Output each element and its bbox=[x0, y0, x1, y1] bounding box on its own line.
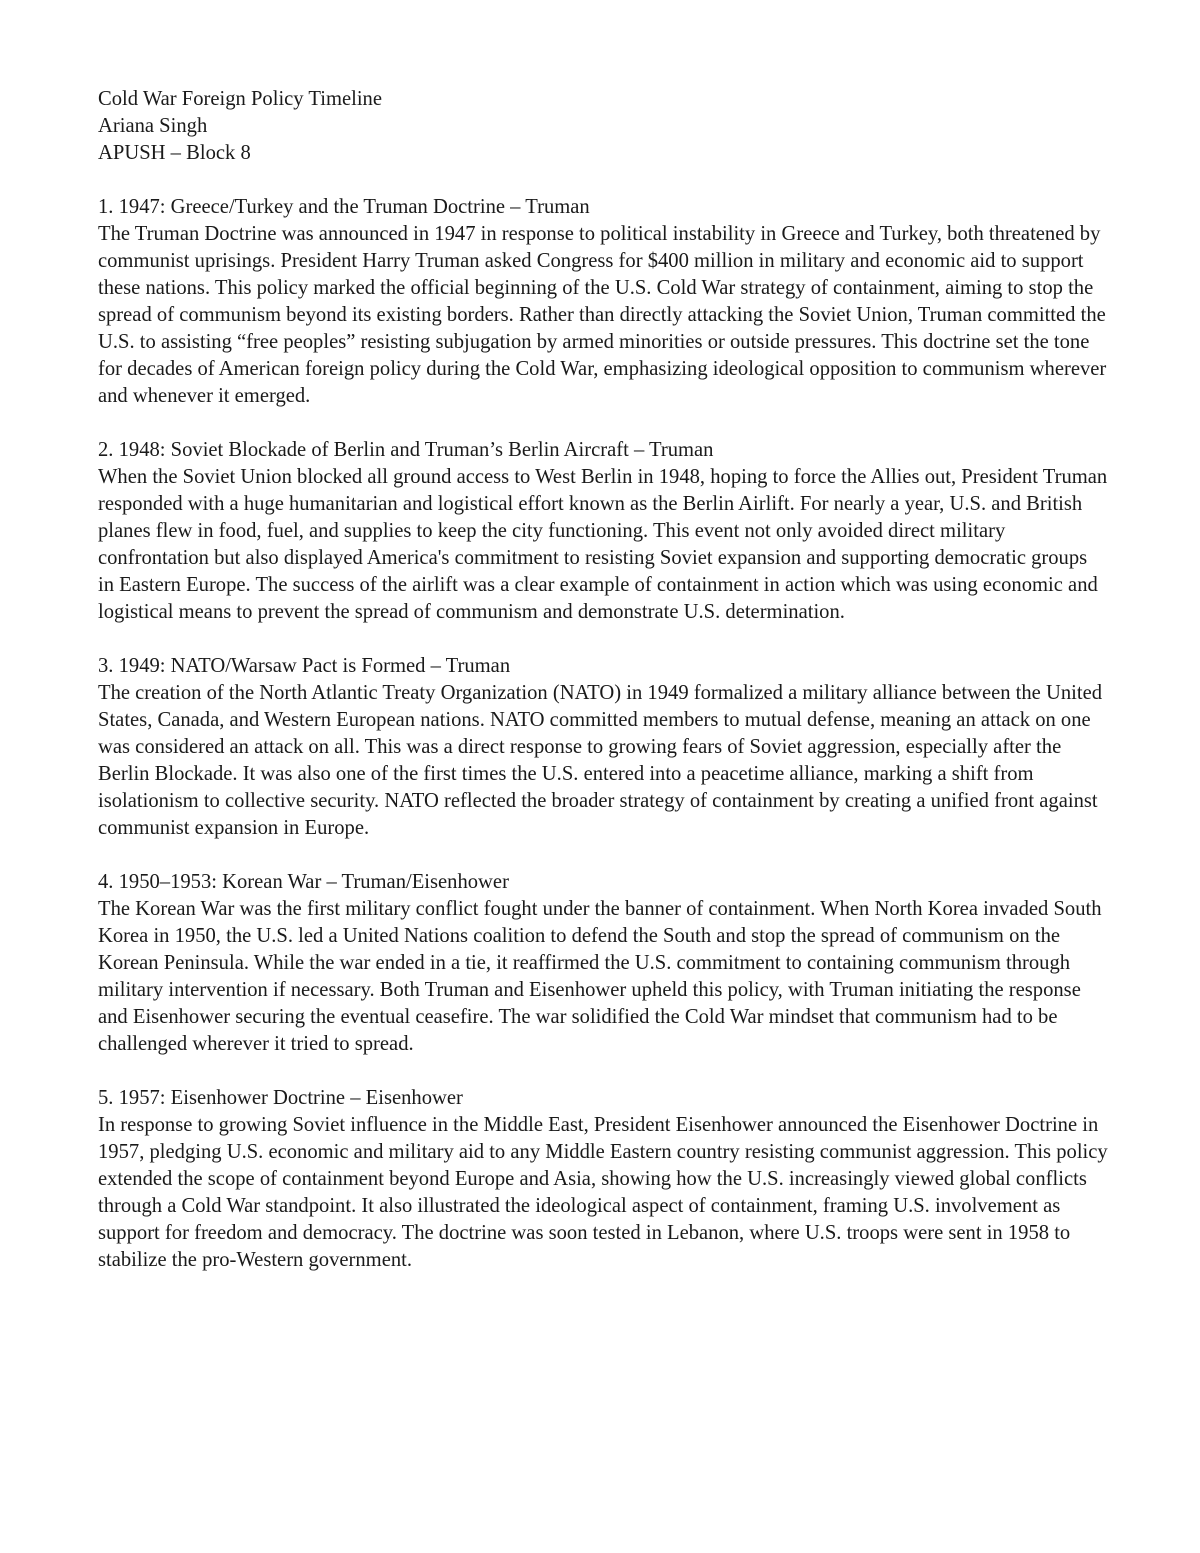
timeline-entry-2 bbox=[98, 437, 1108, 626]
document-header bbox=[98, 86, 1108, 167]
entry-body: When the Soviet Union blocked all ground access to West Berlin in 1948, hoping to force the Allies out, President Truman responded with a huge humanitarian and logistical effort known as the Berlin Airlift. For nearly a year, U.S. and British planes flew in food, fuel, and supplies to keep the city functioning. This event not only avoided direct military confrontation but also displayed America's commitment to resisting Soviet expansion and supporting democratic groups in Eastern Europe. The success of the airlift was a clear example of containment in action which was using economic and logistical means to prevent the spread of communism and demonstrate U.S. determination. bbox=[98, 466, 1108, 623]
entry-body: The Truman Doctrine was announced in 1947 in response to political instability in Greece and Turkey, both threatened by communist uprisings. President Harry Truman asked Congress for $400 million in military and economic aid to support these nations. This policy marked the official beginning of the U.S. Cold War strategy of containment, aiming to stop the spread of communism beyond its existing borders. Rather than directly attacking the Soviet Union, Truman committed the U.S. to assisting “free peoples” resisting subjugation by armed minorities or outside pressures. This doctrine set the tone for decades of American foreign policy during the Cold War, emphasizing ideological opposition to communism wherever and whenever it emerged. bbox=[98, 223, 1107, 407]
entry-heading: 5. 1957: Eisenhower Doctrine – Eisenhower bbox=[98, 1087, 463, 1109]
entry-body: In response to growing Soviet influence in the Middle East, President Eisenhower announced the Eisenhower Doctrine in 1957, pledging U.S. economic and military aid to any Middle Eastern country resisting communist aggression. This policy extended the scope of containment beyond Europe and Asia, showing how the U.S. increasingly viewed global conflicts through a Cold War standpoint. It also illustrated the ideological aspect of containment, framing U.S. involvement as support for freedom and democracy. The doctrine was soon tested in Lebanon, where U.S. troops were sent in 1958 to stabilize the pro-Western government. bbox=[98, 1114, 1108, 1271]
timeline-entry-1 bbox=[98, 194, 1108, 410]
entry-body: The Korean War was the first military conflict fought under the banner of containment. When North Korea invaded South Korea in 1950, the U.S. led a United Nations coalition to defend the South and stop the spread of communism on the Korean Peninsula. While the war ended in a tie, it reaffirmed the U.S. commitment to containing communism through military intervention if necessary. Both Truman and Eisenhower upheld this policy, with Truman initiating the response and Eisenhower securing the eventual ceasefire. The war solidified the Cold War mindset that communism had to be challenged wherever it tried to spread. bbox=[98, 898, 1102, 1055]
entry-heading: 3. 1949: NATO/Warsaw Pact is Formed – Truman bbox=[98, 655, 511, 677]
timeline-entry-5 bbox=[98, 1085, 1108, 1274]
timeline-entry-4 bbox=[98, 869, 1108, 1058]
entry-heading: 1. 1947: Greece/Turkey and the Truman Doctrine – Truman bbox=[98, 196, 590, 218]
timeline-entry-3 bbox=[98, 653, 1108, 842]
course-block: APUSH – Block 8 bbox=[98, 142, 251, 164]
entry-heading: 4. 1950–1953: Korean War – Truman/Eisenhower bbox=[98, 871, 509, 893]
author-name: Ariana Singh bbox=[98, 115, 208, 137]
entry-body: The creation of the North Atlantic Treaty Organization (NATO) in 1949 formalized a military alliance between the United States, Canada, and Western European nations. NATO committed members to mutual defense, meaning an attack on one was considered an attack on all. This was a direct response to growing fears of Soviet aggression, especially after the Berlin Blockade. It was also one of the first times the U.S. entered into a peacetime alliance, marking a shift from isolationism to collective security. NATO reflected the broader strategy of containment by creating a unified front against communist expansion in Europe. bbox=[98, 682, 1103, 839]
document-content bbox=[98, 86, 1108, 1274]
entry-heading: 2. 1948: Soviet Blockade of Berlin and Truman’s Berlin Aircraft – Truman bbox=[98, 439, 714, 461]
document-title: Cold War Foreign Policy Timeline bbox=[98, 88, 382, 110]
